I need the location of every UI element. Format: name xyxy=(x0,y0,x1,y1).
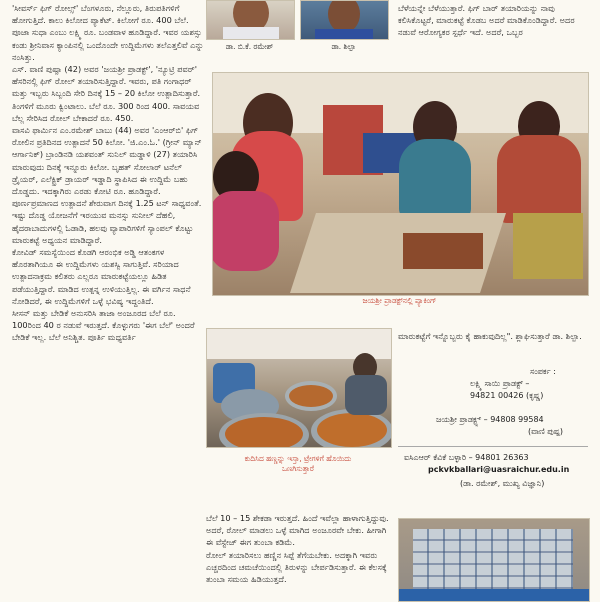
contact-1-name: ಲಕ್ಷ್ಮಿ ಸಾಯಿ ಪ್ರಾಡಕ್ಟ್ – xyxy=(470,379,530,388)
portrait-photo-ramesh xyxy=(206,0,295,40)
contact-2-name: ಜಯಶ್ರೀ ಪ್ರಾಡಕ್ಟ್ಸ್ – 94808 99584 xyxy=(436,415,544,424)
contact-heading: ಸಂಪರ್ಕ : xyxy=(530,367,556,376)
contact-2-person: (ವಾಣಿ ಪುಷ್ಪ) xyxy=(528,427,563,436)
contact-3-person: (ಡಾ. ರಮೇಶ್, ಮುಖ್ಯ ವಿಜ್ಞಾನಿ) xyxy=(460,479,545,488)
portrait-caption-shilpa: ಡಾ. ಶಿಲ್ಪಾ xyxy=(331,42,356,51)
contact-1-phone: 94821 00426 (ಕೃಷ್ಣ) xyxy=(470,391,544,400)
portrait-photo-shilpa xyxy=(300,0,389,40)
cooking-pots-photo xyxy=(206,328,392,448)
cooking-pots-caption: ಕುದಿಸಿದ ಹಣ್ಣನ್ನು ಇಸ್ತಾ, ಟ್ರೇಗಳಿಗೆ ಹೊಯಿದು ಒಣಗಿಸುತ್ತಾರೆ xyxy=(244,454,352,473)
product-boxes-photo xyxy=(398,518,590,602)
closing-quote: ಮಾರುಕಟ್ಟೆಗೆ ಇನ್ನೊಬ್ಬರು ಕೈ ಹಾಕುವುದಿಲ್ಲ". ಶ್ಲಾಘಿಸುತ್ತಾರೆ ಡಾ. ಶಿಲ್ಪಾ. xyxy=(398,331,582,341)
middle-bottom-text: ಬೆಲೆ 10 – 15 ಶೇಕಡಾ ಇರುತ್ತದೆ. ಹಿಂದೆ ಇವೆಲ್ಲಾ ಹಾಳಾಗುತ್ತಿದ್ದುವು. ಅದರೆ, ರೋಲ್ ಮಾಡಲು ಒಳ್ಳೆ ಮಾಗಿದ ಅಂಜೂರವೇ ಬೇಕು. ಹೀಗಾಗಿ ಈ ವೆಸ್ಟೇಜ್ ಈಗ ತುಂಬಾ ಕಡಿಮೆ. ರೋಲ್ ತಯಾರಿಸಲು ಹಣ್ಣಿನ ಸಿಪ್ಪೆ ತೆಗೆಯಬೇಕು. ಅದಕ್ಕಾಗಿ ಇವರು ಎಚ್ಚರದಿಂದ ಚಮಚೆಯಿಂದಲ್ಲಿ ತಿರುಳನ್ನು ಬೇರ್ಪಡಿಸುತ್ತಾರೆ. ಈ ಕೆಲಸಕ್ಕೆ ತುಂಬಾ ಸಮಯ ಹಿಡಿಯುತ್ತದೆ. xyxy=(206,513,389,585)
right-top-text: ಬೆಳೆಯನ್ನೇ ಬೆಳೆಯುತ್ತಾರೆ. ಫಿಗ್ ಬಾರ್ ತಯಾರಿಯನ್ನು ನಾವು ಕಲಿಸಿಕೊಟ್ಟರೆ, ಮಾರುಕಟ್ಟೆ ಕೊಡಬ ಅದರೆ ಮಾಡಿಕೊಂಡಿದ್ದಾರೆ. ಅದರ ನಡುವೆ ಆರೋಗ್ಯಕರ ಸ್ಪರ್ಧೆ ಇದೆ. ಅದರೆ, ಒಬ್ಬರ xyxy=(398,3,575,38)
packing-photo xyxy=(212,72,589,296)
contact-3: ಐಸಿಎಆರ್ ಕೆವಿಕೆ ಬಳ್ಳಾರಿ – 94801 26363 xyxy=(404,453,529,462)
left-column-text: 'ಸೀವರ್ಸ್ ಫಿಗ್ ರೋಲ್ಸ್' ಬೆಂಗಳೂರು, ನೆಲ್ಲೂರು, ತಿರುಪತಿಗಳಿಗೆ ಹೋಗುತ್ತಿದೆ. ಕಾಲು ಕಿಲೋದ ಪ್ಯಾಕೆಟ್. ಕಿಲೋಗೆ ರೂ. 400 ಬೆಲೆ. ಪೂಜಾ ಸುಧಾ ಎಂಬು ಲಕ್ಷ್ಮಿ ರೂ. ಬಂಡವಾಳ ಹೂಡಿದ್ದಾರೆ. ಇವರ ಯಶಸ್ಸು ಕಂಡು ಶ್ರೀನಿವಾಸ ಕ್ಯಾಂಪಿನಲ್ಲಿ ಒಂದೊಂದೇ ಉದ್ದಿಮೆಗಳು ತಲೆಎತ್ತಲಿವೆ ಎನ್ನು ನಂಸಿತ್ತು. ಎಸ್. ವಾಣಿ ಪುಷ್ಪಾ (42) ಅವರ 'ಜಯಶ್ರೀ ಪ್ರಾಡಕ್ಟ್', 'ನ್ಯೂಟ್ರಿ ಪವರ್' ಹೆಸರಿನಲ್ಲಿ ಫಿಗ್ ರೋಲ್ ತಯಾರಿಸುತ್ತಿದ್ದಾರೆ. ಇವರು, ಪತಿ ಗಂಗಾಧರ್ ಮತ್ತು ಇಬ್ಬರು ಸಿಬ್ಬಂದಿ ಸೇರಿ ದಿನಕ್ಕೆ 15 – 20 ಕಿಲೋ ಉತ್ಪಾದಿಸುತ್ತಾರೆ. ತಿಂಗಳಿಗೆ ಮೂರು ಕ್ವಿಂಟಾಲು. ಬೆಲೆ ರೂ. 300 ರಿಂದ 400. ಸಾವಯವ ಬೆಲ್ಲ ಸೇರಿಸಿದ ರೋಲ್ ಬೇಕಾದರೆ ರೂ. 450. ವಾಸವಿ ಫಾರ್ಮಿನ ಎಂ.ರಮೇಶ್ ಬಾಬು (44) ಅವರ 'ಎಂಆರ್‌ಬಿ' ಫಿಗ್ ರೋಲಿನ ಪ್ರತಿದಿನದ ಉತ್ಪಾದನೆ 50 ಕಿಲೋ. 'ಜಿ.ಎಂ.ಓ.' (ಗ್ರೀನ್ ಮ್ಯಾನ್ ಆರ್ಗಾನಿಕ್) ಬ್ರಾಂಡಿನಡಿ ಯಶವಂತ್ ಸುನಿಲ್ ಮಡ್ಡಾಳಿ (27) ತಯಾರಿಸಿ ಮಾರುವುದು ದಿನಕ್ಕೆ ಇನ್ನೂರು ಕಿಲೋ. ಬೃಹತ್ ಸೋಲಾರ್ ಟನೆಲ್ ಡ್ರೈಯರ್, ಎಲೆಕ್ಟ್ರಿಕ್ ಡ್ರಾಯರ್ ಇಡ್ಡಾದಿ ಸ್ಥಾಪಿಸಿದ ಈ ಉದ್ದಿಮೆ ಬಹು ದೊಡ್ಡದು. ಇದಕ್ಕಾಗಿರು ಎರಡು ಕೋಟಿ ರೂ. ಹೂಡಿದ್ದಾರೆ. ಪೂರ್ಣಪ್ರಮಾಣದ ಉತ್ಪಾದನೆ ಶೇರುವಾಗ ದಿನಕ್ಕೆ 1.25 ಟನ್ ಸಾಧ್ಯವಂತೆ. ಇಷ್ಟು ದೊಡ್ಡ ಯೋಜನೆಗೆ ಇರಯುವ ಮನಸ್ಸು ಸುನೀಲ್ ದೆಹಲಿ, ಹೈದರಾಬಾದುಗಳಲ್ಲಿ ಓಡಾಡಿ, ಹಲವು ವ್ಯಾಪಾರಿಗಳಿಗೆ ಸ್ಯಾಂಪಲ್ ಕೊಟ್ಟು ಮಾರುಕಟ್ಟೆ ಅಧ್ಯಯನ ಮಾಡಿದ್ದಾರೆ. ಕೋವಿಡ್ ಸಮಸ್ಯೆಯಿಂದ ಕೊಡಗಿ ಆರಂಭಿಕ ಅಡ್ಡಿ ಆತಂಕಗಳ ಹೊರತಾಗಿಯೂ ಈ ಉದ್ದಿಮೆಗಳು ಯಶಸ್ವಿ ಸಾಗುತ್ತಿವೆ. ಸರಿಯಾದ ಉತ್ಪಾದನಾಕ್ರಮ ಕಲಿತರು ಎಲ್ಲರೂ ಮಾರುಕಟ್ಟೆಯಲ್ಲೂ ಹಿಡಿತ ಪಡೆಯುತ್ತಿದ್ದಾರೆ. ಮಾಡಿದ ಉತ್ಪನ್ನ ಉಳಿಯುತ್ತಿಲ್ಲ. ಈ ವರ್ಗಿನ ಸಾಧನೆ ನೋಡಿದರೆ, ಈ ಉದ್ದಿಮೆಗಳಿಗೆ ಒಳ್ಳೆ ಭವಿಷ್ಯ ಇದ್ದಂತಿದೆ. ಸೀಸನ್ ಮತ್ತು ಬೇಡಿಕೆ ಅನುಸರಿಸಿ ತಾಜಾ ಅಂಜೂರದ ಬೆಲೆ ರೂ. 100ರಿಂದ 40 ರ ನಡುವೆ ಇರುತ್ತದೆ. ಕೊಳ್ಳುಗರು 'ಈಗ ಬೆಲೆ' ಅಂದರೆ ಬೇಡಿಕೆ ಇಲ್ಲ. ಬೆಲೆ ಅನಿಶ್ಚಿತ. ಪೂರ್ತಿ ಮಧ್ಯವರ್ತಿ xyxy=(12,3,204,343)
contact-3-email[interactable]: pckvkballari@uasraichur.edu.in xyxy=(428,465,570,474)
portrait-caption-ramesh: ಡಾ. ಬಿ.ಕೆ. ರಮೇಶ್ xyxy=(225,42,274,51)
packing-photo-caption: ಜಯಶ್ರೀ ಪ್ರಾಡಕ್ಟ್‌ನಲ್ಲಿ ಪ್ಯಾಕಿಂಗ್ xyxy=(362,296,437,305)
